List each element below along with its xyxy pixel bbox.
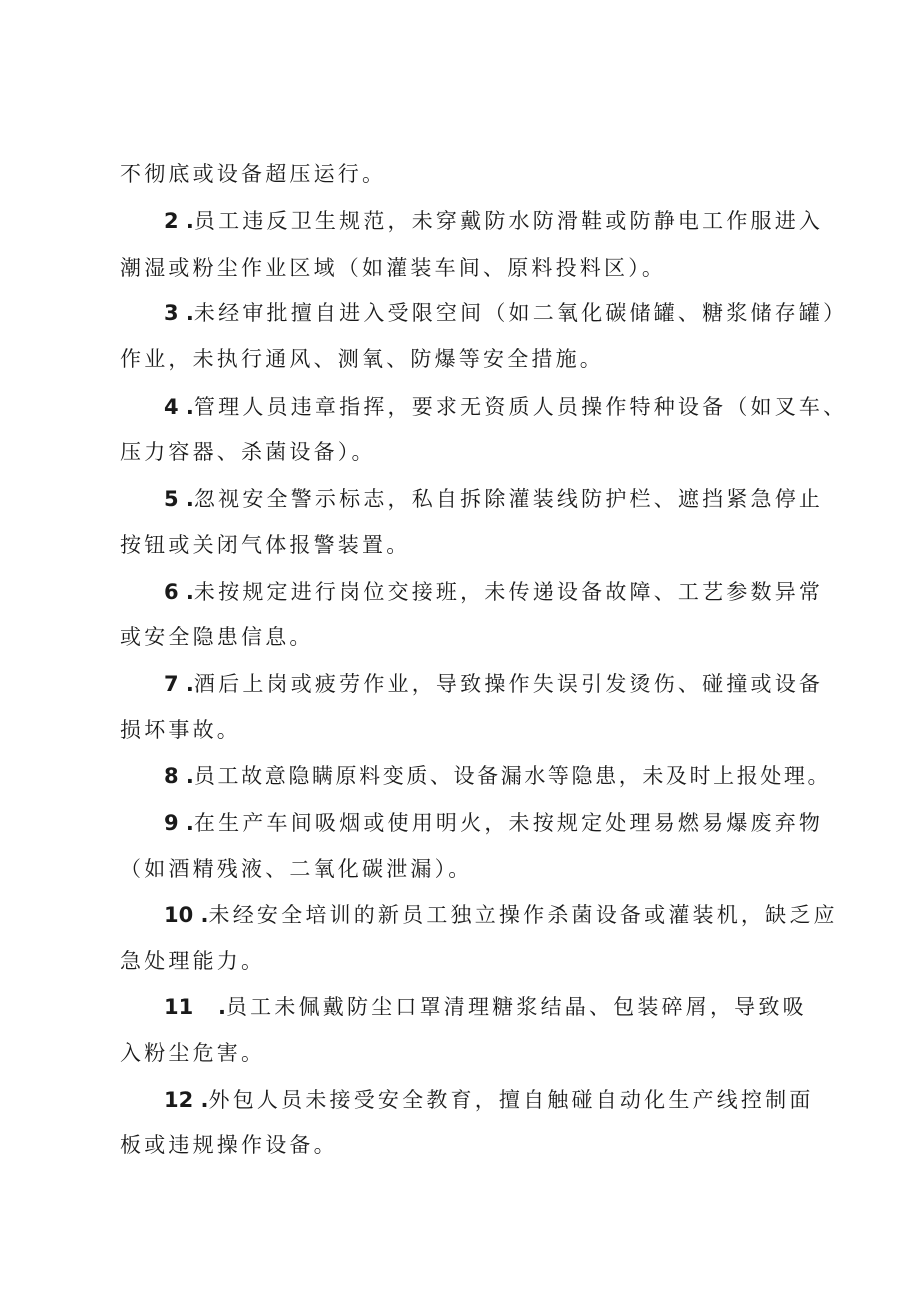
list-item-4-cont: 压力容器、杀菌设备）。	[120, 440, 376, 464]
list-item-6-cont: 或安全隐患信息。	[120, 625, 314, 649]
item-text: 在生产车间吸烟或使用明火，未按规定处理易燃易爆废弃物	[193, 811, 824, 835]
item-number: 7	[164, 672, 179, 696]
item-number: 8	[164, 764, 179, 788]
list-item-5: 5 .忽视安全警示标志，私自拆除灌装线防护栏、遮挡紧急停止	[164, 487, 824, 511]
item-text: 未按规定进行岗位交接班，未传递设备故障、工艺参数异常	[193, 580, 824, 604]
item-number: 10	[164, 903, 194, 927]
list-item-4: 4 .管理人员违章指挥，要求无资质人员操作特种设备（如叉车、	[164, 395, 848, 419]
item-number: 5	[164, 487, 179, 511]
list-item-11: 11 .员工未佩戴防尘口罩清理糖浆结晶、包装碎屑，导致吸	[164, 992, 864, 1022]
list-item-9: 9 .在生产车间吸烟或使用明火，未按规定处理易燃易爆废弃物	[164, 811, 824, 835]
list-item-10-cont: 急处理能力。	[120, 949, 266, 973]
item-text: 管理人员违章指挥，要求无资质人员操作特种设备（如叉车、	[193, 395, 848, 419]
list-item-3-cont: 作业，未执行通风、测氧、防爆等安全措施。	[120, 347, 604, 371]
list-item-2: 2 .员工违反卫生规范，未穿戴防水防滑鞋或防静电工作服进入	[164, 209, 824, 233]
item-number: 9	[164, 811, 179, 835]
item-text: 员工故意隐瞒原料变质、设备漏水等隐患，未及时上报处理。	[193, 764, 832, 788]
item-text: 员工违反卫生规范，未穿戴防水防滑鞋或防静电工作服进入	[193, 209, 824, 233]
item-text: 未经审批擅自进入受限空间（如二氧化碳储罐、糖浆储存罐）	[193, 301, 848, 325]
list-item-12: 12 .外包人员未接受安全教育，擅自触碰自动化生产线控制面	[164, 1088, 814, 1112]
list-item-3: 3 .未经审批擅自进入受限空间（如二氧化碳储罐、糖浆储存罐）	[164, 301, 848, 325]
list-item-8: 8 .员工故意隐瞒原料变质、设备漏水等隐患，未及时上报处理。	[164, 764, 832, 788]
item-number: 6	[164, 580, 179, 604]
item-number: 12	[164, 1088, 194, 1112]
list-item-11-cont: 入粉尘危害。	[120, 1041, 266, 1065]
item-text: 未经安全培训的新员工独立操作杀菌设备或灌装机，缺乏应	[208, 903, 838, 927]
item-number: 2	[164, 209, 179, 233]
list-item-7-cont: 损坏事故。	[120, 718, 241, 742]
list-item-6: 6 .未按规定进行岗位交接班，未传递设备故障、工艺参数异常	[164, 580, 824, 604]
item-text: 忽视安全警示标志，私自拆除灌装线防护栏、遮挡紧急停止	[193, 487, 824, 511]
item-text: 外包人员未接受安全教育，擅自触碰自动化生产线控制面	[208, 1088, 814, 1112]
item-number: 3	[164, 301, 179, 325]
item-number: 4	[164, 395, 179, 419]
list-item-7: 7 .酒后上岗或疲劳作业，导致操作失误引发烫伤、碰撞或设备	[164, 672, 824, 696]
list-item-10: 10 .未经安全培训的新员工独立操作杀菌设备或灌装机，缺乏应	[164, 903, 838, 927]
list-item-12-cont: 板或违规操作设备。	[120, 1133, 338, 1157]
list-item-9-cont: （如酒精残液、二氧化碳泄漏）。	[120, 857, 473, 881]
item-text: 酒后上岗或疲劳作业，导致操作失误引发烫伤、碰撞或设备	[193, 672, 824, 696]
item-text: 员工未佩戴防尘口罩清理糖浆结晶、包装碎屑，导致吸	[225, 995, 807, 1019]
continuation-line: 不彻底或设备超压运行。	[120, 162, 387, 186]
item-number: 11	[164, 995, 194, 1019]
list-item-2-cont: 潮湿或粉尘作业区域（如灌装车间、原料投料区）。	[120, 256, 667, 280]
list-item-5-cont: 按钮或关闭气体报警装置。	[120, 533, 411, 557]
